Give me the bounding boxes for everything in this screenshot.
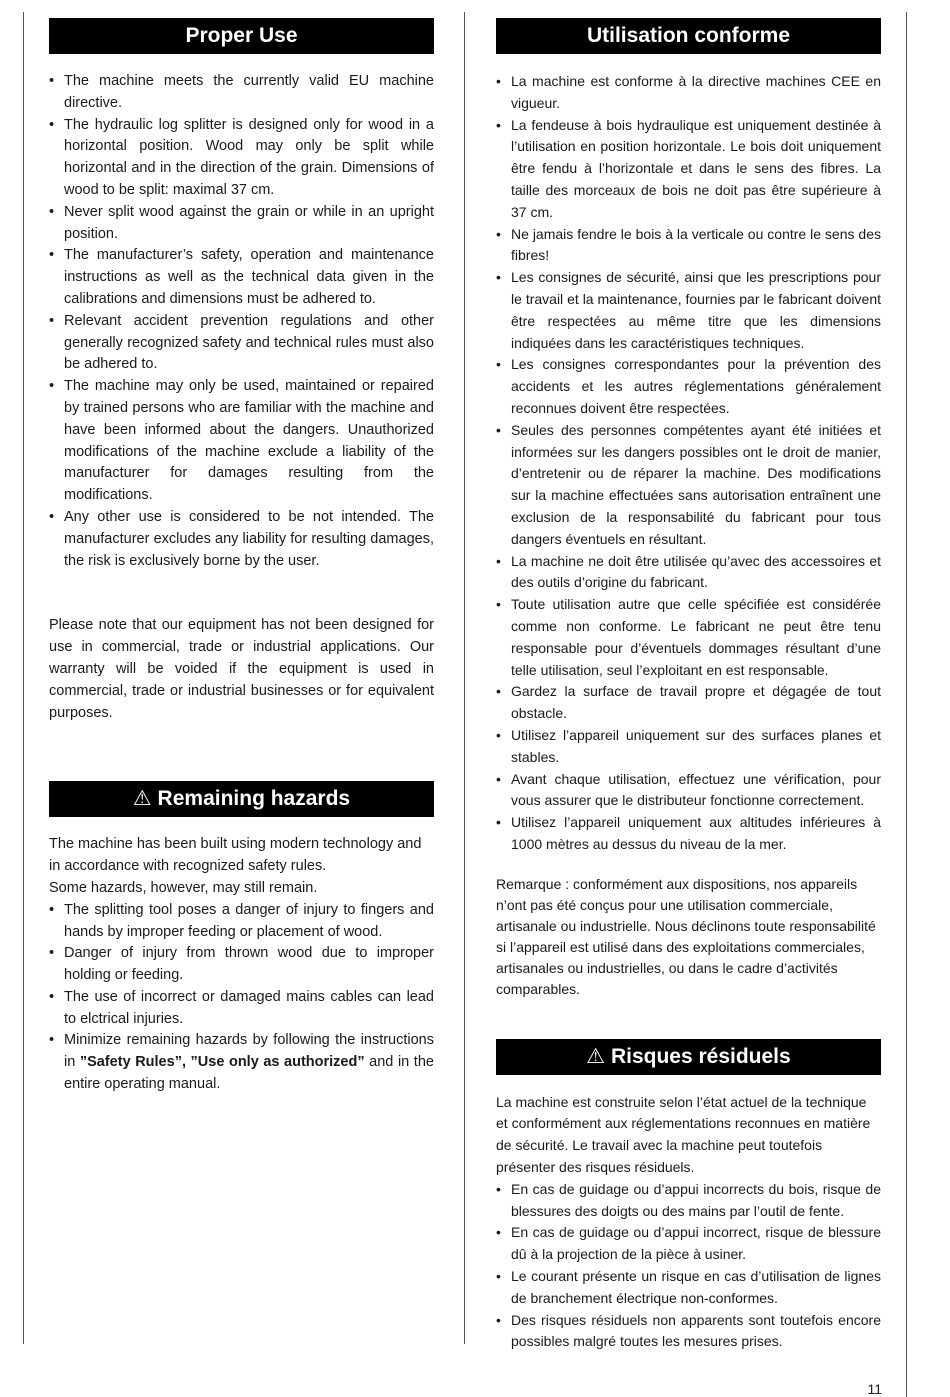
warning-triangle-icon: ⚠ — [586, 1044, 606, 1068]
page-number: 11 — [867, 1381, 882, 1397]
hazard-item-prefix: Minimize remaining hazards by following the instructions in — [64, 1032, 434, 1071]
remaining-hazards-heading — [49, 781, 434, 817]
list-item: • Any other use is considered to be not intended. The manufacturer excludes any liability for resulting damages, the risk is exclusively borne by the user. — [49, 507, 434, 572]
warning-triangle-icon: ⚠ — [132, 787, 152, 811]
left-margin-rule — [23, 12, 24, 1344]
hazards-intro-2: Some hazards, however, may still remain. — [49, 879, 318, 896]
list-item: • The hydraulic log splitter is designed only for wood in a horizontal position. Wood may only be split while horizontal and in the direction of the grain. Dimensions of wood to be split: maximal 37 cm. — [49, 115, 434, 202]
list-item: • Never split wood against the grain or while in an upright position. — [49, 202, 434, 246]
risques-intro: La machine est construite selon l’état actuel de la technique et conformément aux réglementations reconnues en matière de sécurité. Le travail avec la machine peut toutefois présenter des risques résiduels. — [496, 1093, 871, 1176]
commercial-use-note: Please note that our equipment has not been designed for use in commercial, trade or industrial applications. Our warranty will be voided if the equipment is used in commercial, trade or industrial businesses or for equivalent purposes. — [49, 617, 434, 721]
list-item: • Utilisez l’appareil uniquement sur des surfaces planes et stables. — [496, 725, 881, 769]
risques-list — [496, 1179, 881, 1353]
hazard-item-bold: ”Safety Rules”, ”Use only as authorized” — [79, 1054, 365, 1071]
list-item: • Les consignes de sécurité, ainsi que les prescriptions pour le travail et la maintenance, fournies par le fabricant doivent être respectées au même titre que les dimensions indiquées dans les caractéristiques techniques. — [496, 267, 881, 354]
list-item: • Avant chaque utilisation, effectuez une vérification, pour vous assurer que le distributeur fonctionne correctement. — [496, 769, 881, 813]
proper-use-heading: Proper Use — [49, 18, 434, 54]
list-item: • En cas de guidage ou d’appui incorrects du bois, risque de blessures des doigts ou des mains par l’outil de fente. — [496, 1179, 881, 1223]
risques-residuels-title: Risques résiduels — [610, 1044, 791, 1068]
center-column-rule — [464, 12, 465, 1344]
hazards-list — [49, 900, 434, 1096]
remaining-hazards-title: Remaining hazards — [157, 787, 351, 811]
list-item: • The splitting tool poses a danger of injury to fingers and hands by improper feeding or placement of wood. — [49, 900, 434, 944]
list-item: • Les consignes correspondantes pour la prévention des accidents et les autres réglementations généralement reconnues doivent être respectées. — [496, 354, 881, 419]
list-item: • The use of incorrect or damaged mains cables can lead to elctrical injuries. — [49, 987, 434, 1031]
list-item: • Le courant présente un risque en cas d’utilisation de lignes de branchement électrique non-conformes. — [496, 1266, 881, 1310]
right-margin-rule — [906, 12, 907, 1397]
hazards-intro: The machine has been built using modern technology and in accordance with recognized safety rules. — [49, 836, 422, 875]
list-item: • En cas de guidage ou d’appui incorrect, risque de blessure dû à la projection de la pièce à usiner. — [496, 1222, 881, 1266]
utilisation-conforme-heading: Utilisation conforme — [496, 18, 881, 54]
list-item: • Ne jamais fendre le bois à la verticale ou contre le sens des fibres! — [496, 224, 881, 268]
list-item: • Des risques résiduels non apparents sont toutefois encore possibles malgré toutes les mesures prises. — [496, 1310, 881, 1354]
list-item: • Relevant accident prevention regulations and other generally recognized safety and technical rules must also be adhered to. — [49, 311, 434, 376]
left-column — [49, 18, 434, 1096]
list-item: • Gardez la surface de travail propre et dégagée de tout obstacle. — [496, 681, 881, 725]
list-item: • La fendeuse à bois hydraulique est uniquement destinée à l’utilisation en position horizontale. Le bois doit uniquement être fendu à l’horizontale et dans le sens des fibres. La taille des morceaux de bois ne doit pas être supérieure à 37 cm. — [496, 115, 881, 224]
list-item: • La machine ne doit être utilisée qu’avec des accessoires et des outils d’origine du fabricant. — [496, 551, 881, 595]
list-item: • Toute utilisation autre que celle spécifiée est considérée comme non conforme. Le fabricant ne peut être tenu responsable pour d’éventuels dommages résultant d’une telle utilisation, seul l’exploitant en est responsable. — [496, 594, 881, 681]
list-item: • The machine may only be used, maintained or repaired by trained persons who are familiar with the machine and have been informed about the dangers. Unauthorized modifications of the machine exclude a liability of the manufacturer for damages resulting from the modifications. — [49, 376, 434, 507]
list-item: • The manufacturer’s safety, operation and maintenance instructions as well as the technical data given in the calibrations and dimensions must be adhered to. — [49, 245, 434, 310]
right-column — [496, 18, 881, 1353]
list-item: • La machine est conforme à la directive machines CEE en vigueur. — [496, 71, 881, 115]
list-item — [49, 1030, 434, 1095]
risques-residuels-heading — [496, 1039, 881, 1075]
remarque-note: Remarque : conformément aux dispositions, nos appareils n’ont pas été conçus pour une utilisation commerciale, artisanale ou industrielle. Nous déclinons toute responsabilité si l’appareil est utilisé dans des exploitations commerciales, artisanales ou industrielles, ou dans le cadre d’activités comparables. — [496, 875, 876, 997]
utilisation-list — [496, 71, 881, 856]
hazard-item-suffix: and in the entire operating manual. — [64, 1054, 434, 1093]
list-item: • Seules des personnes compétentes ayant été initiées et informées sur les dangers possibles ont le droit de manier, d’entretenir ou de réparer la machine. Des modifications sur la machine effectuées sans autorisation entraînent une exclusion de la responsabilité du fabricant pour tous dangers éventuels en résultant. — [496, 420, 881, 551]
list-item: • The machine meets the currently valid EU machine directive. — [49, 71, 434, 115]
proper-use-list — [49, 71, 434, 572]
list-item: • Utilisez l’appareil uniquement aux altitudes inférieures à 1000 mètres au dessus du niveau de la mer. — [496, 812, 881, 856]
list-item: • Danger of injury from thrown wood due to improper holding or feeding. — [49, 943, 434, 987]
